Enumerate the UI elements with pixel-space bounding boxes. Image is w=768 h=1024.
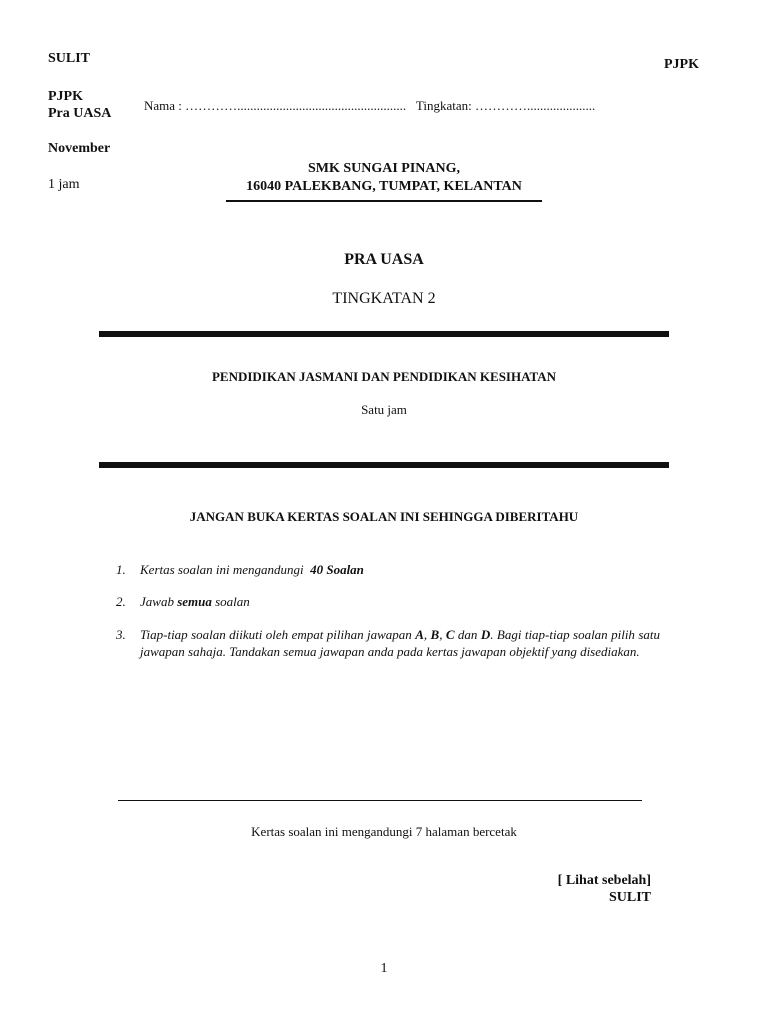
subject-time: Satu jam (361, 402, 407, 417)
option-a: A (415, 627, 424, 642)
form-field: Tingkatan: …………..................... (415, 98, 596, 113)
option-d: D (480, 627, 491, 642)
school-block (226, 160, 542, 202)
exam-short-name: Pra UASA (48, 106, 112, 121)
instruction-number: 1. (116, 562, 126, 577)
instruction-text: Kertas soalan ini mengandungi 40 Soalan (140, 562, 364, 577)
form-level: TINGKATAN 2 (332, 290, 436, 307)
instruction-text: Jawab semua soalan (140, 594, 250, 609)
instruction-item (116, 593, 660, 610)
candidate-info-line (144, 98, 595, 114)
option-b: B (430, 627, 440, 642)
instruction-item (116, 626, 660, 660)
subject-code-block (48, 88, 111, 122)
classification-label-bottom: SULIT (608, 890, 651, 905)
page-number: 1 (380, 961, 388, 976)
classification-label-top: SULIT (48, 51, 91, 66)
emphasis-word: semua (177, 594, 212, 609)
instruction-text: Tiap-tiap soalan diikuti oleh empat pilihan jawapan A, B, C dan D. Bagi tiap-tiap soalan pilih satu jawapan sahaja. Tandakan semua jawapan anda pada kertas jawapan objektif yang disediakan. (140, 627, 661, 659)
subject-code-left: PJPK (48, 89, 83, 104)
question-count: 40 Soalan (310, 562, 364, 577)
school-name: SMK SUNGAI PINANG, (307, 161, 461, 176)
instruction-item (116, 561, 660, 578)
name-field: Nama : ………….................................................... (144, 98, 407, 113)
instruction-number: 2. (116, 594, 126, 609)
option-c: C (445, 627, 455, 642)
divider-bottom (99, 462, 669, 468)
next-page-block (540, 872, 651, 906)
divider-top (99, 331, 669, 337)
warning-notice: JANGAN BUKA KERTAS SOALAN INI SEHINGGA DIBERITAHU (189, 509, 579, 524)
subject-code-right: PJPK (664, 57, 699, 72)
next-page-label: [ Lihat sebelah] (557, 873, 651, 888)
school-address: 16040 PALEKBANG, TUMPAT, KELANTAN (246, 179, 522, 194)
page-count-note: Kertas soalan ini mengandungi 7 halaman bercetak (251, 824, 517, 839)
subject-title: PENDIDIKAN JASMANI DAN PENDIDIKAN KESIHATAN (211, 369, 557, 384)
exam-title: PRA UASA (344, 251, 424, 268)
exam-month: November (48, 141, 111, 156)
instruction-number: 3. (116, 627, 126, 642)
footer-divider (118, 800, 642, 801)
exam-duration: 1 jam (48, 177, 80, 192)
